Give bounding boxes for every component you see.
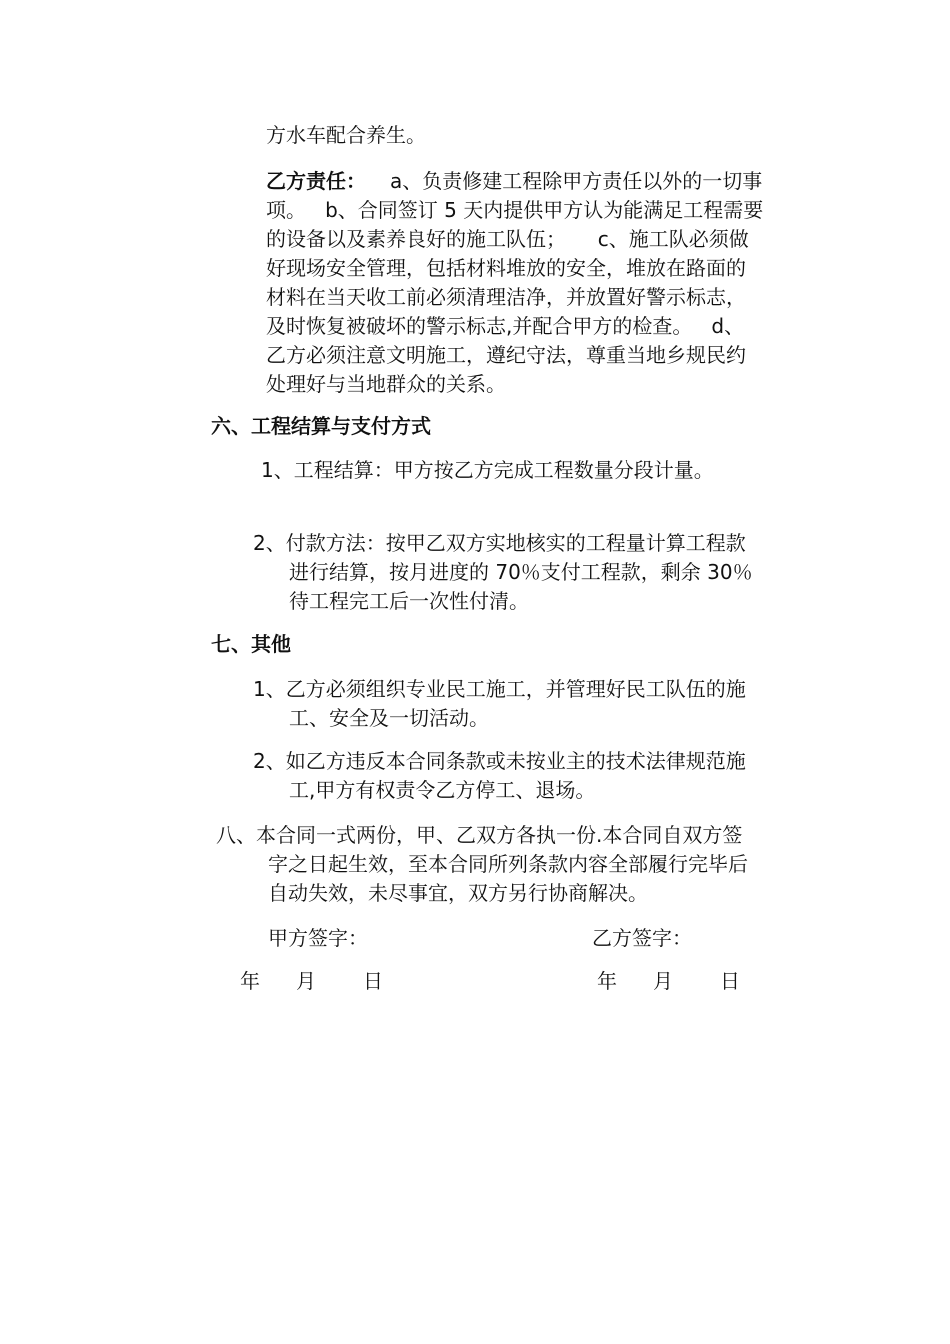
party-b-duty-line: 好现场安全管理，包括材料堆放的安全，堆放在路面的	[266, 256, 746, 280]
party-a-year: 年	[240, 969, 260, 993]
section-6-heading: 六、工程结算与支付方式	[211, 414, 431, 438]
section-7-item-2-line: 工,甲方有权责令乙方停工、退场。	[289, 778, 596, 802]
party-b-signature-label: 乙方签字：	[592, 926, 692, 950]
party-b-duty-line: 项。 b、合同签订 5 天内提供甲方认为能满足工程需要	[266, 198, 764, 222]
party-b-duty-line: 的设备以及素养良好的施工队伍； c、施工队必须做	[266, 227, 749, 251]
party-a-month: 月	[296, 969, 316, 993]
section-7-item-2-line: 2、如乙方违反本合同条款或未按业主的技术法律规范施	[253, 749, 746, 773]
party-b-duty-line: a、负责修建工程除甲方责任以外的一切事	[390, 169, 763, 193]
party-b-year: 年	[597, 969, 617, 993]
section-8-line: 自动失效，未尽事宜，双方另行协商解决。	[268, 881, 648, 905]
party-b-day: 日	[720, 969, 740, 993]
section-6-item-2-line: 待工程完工后一次性付清。	[289, 589, 529, 613]
party-b-month: 月	[653, 969, 673, 993]
section-6-item-2-line: 进行结算，按月进度的 70％支付工程款，剩余 30％	[289, 560, 753, 584]
intro-continuation: 方水车配合养生。	[266, 123, 426, 147]
section-7-item-1-line: 1、乙方必须组织专业民工施工，并管理好民工队伍的施	[253, 677, 746, 701]
party-b-duty-line: 乙方必须注意文明施工，遵纪守法，尊重当地乡规民约	[266, 343, 746, 367]
section-6-item-1: 1、工程结算：甲方按乙方完成工程数量分段计量。	[261, 458, 714, 482]
party-a-day: 日	[363, 969, 383, 993]
party-a-signature-label: 甲方签字：	[268, 926, 368, 950]
section-8-line: 字之日起生效，至本合同所列条款内容全部履行完毕后	[268, 852, 748, 876]
section-6-item-2-line: 2、付款方法：按甲乙双方实地核实的工程量计算工程款	[253, 531, 746, 555]
section-8-line: 八、本合同一式两份，甲、乙双方各执一份.本合同自双方签	[216, 823, 743, 847]
party-b-duty-label: 乙方责任：	[266, 169, 366, 193]
party-b-duty-line: 及时恢复被破坏的警示标志,并配合甲方的检查。 d、	[266, 314, 745, 338]
section-7-heading: 七、其他	[211, 632, 291, 656]
party-b-duty-line: 处理好与当地群众的关系。	[266, 372, 506, 396]
party-b-duty-line: 材料在当天收工前必须清理洁净，并放置好警示标志，	[266, 285, 746, 309]
section-7-item-1-line: 工、安全及一切活动。	[289, 706, 489, 730]
